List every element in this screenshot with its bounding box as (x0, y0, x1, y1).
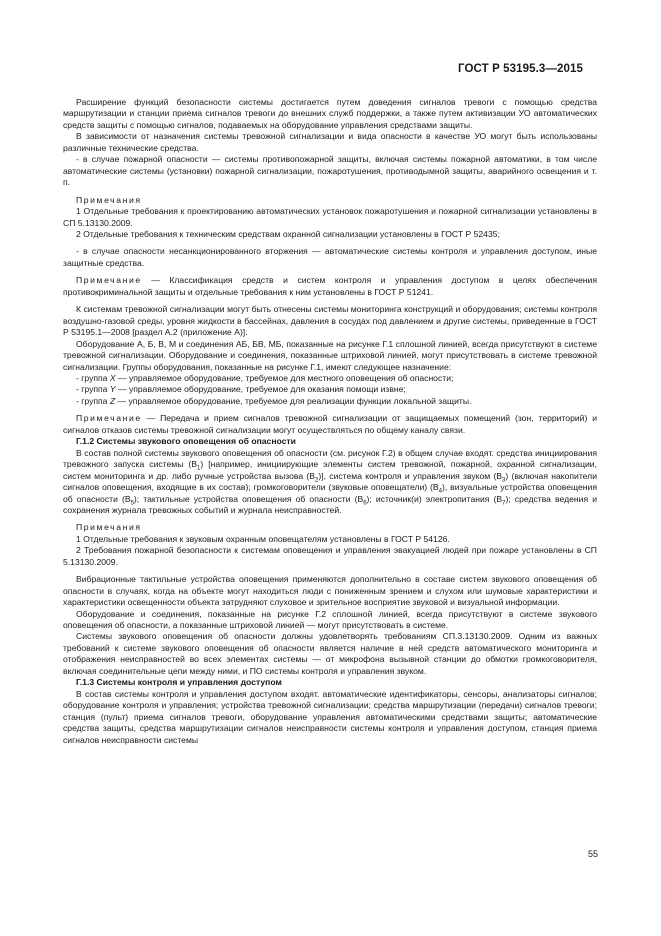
note-label: Примечание (76, 413, 142, 424)
notes-title: Примечания (76, 194, 142, 205)
paragraph: В состав полной системы звукового оповещения об опасности (см. рисунок Г.2) в общем случае входят. средства инициирования тревожного запуска системы $(В_1)$ [например, инициирующие элементы систем тревожной, пожарной, охранной сигнализации, систем мониторинга и др. либо ручные устройства вызова $(В_2)$], система контроля и управления звуком $(В_3)$ (включая накопители сигналов оповещения, входящие в их состав); громкоговорители (звуковые оповещатели) $(В_4)$, визуальные устройства оповещения об опасности $(В_5)$; тактильные устройства оповещения об опасности $(В_6)$; источник(и) электропитания $(В_7)$; средства ведения и сохранения журнала тревожных событий и журнала неисправностей. (63, 447, 598, 515)
paragraph: В зависимости от назначения системы тревожной сигнализации и вида опасности в качестве УО могут быть использованы различные технические средства. (63, 131, 597, 153)
paragraph: - в случае опасности несанкционированного вторжения — автоматические системы контроля и управления доступом, иные защитные средства. (63, 246, 597, 268)
paragraph: - в случае пожарной опасности — системы противопожарной защиты, включая системы пожарной автоматики, в том числе автоматические системы (установки) пожарной сигнализации, пожаротушения, противодымной защиты, аварийного освещения и т. п. (63, 154, 597, 188)
paragraph: Расширение функций безопасности системы достигается путем доведения сигналов тревоги с помощью средства маршрутизации и станции приема сигналов тревоги до внешних служб поддержки, а также путем активизации УО автоматических средств защиты с помощью сигналов, подаваемых на оборудование управления средствами защиты. (63, 97, 597, 130)
section-heading: Г.1.2 Системы звукового оповещения об опасности (76, 436, 296, 447)
section-heading: Г.1.3 Системы контроля и управления доступом (76, 677, 282, 688)
note-item: 2 Отдельные требования к техническим средствам охранной сигнализации установлены в ГОСТ Р 52435; (76, 228, 500, 239)
list-item: - группа X — управляемое оборудование, требуемое для местного оповещения об опасности; (76, 372, 454, 383)
note (63, 275, 597, 298)
note-item: 2 Требования пожарной безопасности к системам оповещения и управления эвакуацией людей при пожаре установлены в СП 5.13130.2009. (63, 545, 597, 567)
paragraph: Оборудование и соединения, показанные на рисунке Г.2 сплошной линией, всегда присутствуют в системе звукового оповещения об опасности, а показанные штриховой линией — могут присутствовать в системе. (63, 608, 597, 631)
note (63, 413, 597, 436)
paragraph: К системам тревожной сигнализации могут быть отнесены системы мониторинга конструкций и оборудования; системы контроля воздушно-газовой среды, уровня жидкости в бассейнах, давления в сосудах под давлением и другие системы, приведенные в ГОСТ Р 53195.1—2008 [раздел А.2 (приложение А)]. (63, 304, 597, 338)
paragraph: Системы звукового оповещения об опасности должны удовлетворять требованиям СП.3.13130.2009. Одним из важных требований к системе звукового оповещения об опасности является наличие в ней средств автоматического мониторинга и отображения неисправностей во всех элементах системы — от микрофона вызывной станции до обмотки громкоговорителя, включая соединительные цепи между ними, и ПО системы контроля и управления звуком. (63, 631, 597, 676)
page-number: 55 (587, 849, 598, 859)
document-header: ГОСТ Р 53195.3—2015 (458, 63, 583, 75)
paragraph: Вибрационные тактильные устройства оповещения применяются дополнительно в составе систем звукового оповещения об опасности в случаях, когда на объекте могут находиться люди с пониженным зрением и слухом или шумовые характеристики и характеристики освещенности объекта затрудняют слуховое и зрительное восприятие звуковой и визуальной информации. (63, 574, 597, 608)
note-item: 1 Отдельные требования к звуковым охранным оповещателям установлены в ГОСТ Р 54126. (76, 533, 450, 544)
note-item: 1 Отдельные требования к проектированию автоматических установок пожаротушения и пожарной сигнализации установлены в СП 5.13130.2009. (63, 206, 597, 228)
note-text: — Передача и прием сигналов тревожной сигнализации от защищаемых помещений (зон, территорий) и сигналов отказов системы тревожной сигнализации могут осуществляться по общему каналу связи. (63, 413, 597, 435)
list-item: - группа Z — управляемое оборудование, требуемое для реализации функции локальной защиты. (76, 395, 472, 406)
paragraph: Оборудование А, Б, В, М и соединения АБ, БВ, МБ, показанные на рисунке Г.1 сплошной линией, всегда присутствуют в системе тревожной сигнализации. Оборудование и соединения, показанные штриховой линией, могут присутствовать в системе тревожной сигнализации. Группы оборудования, показанные на рисунке Г.1, имеют следующее назначение: (63, 338, 597, 372)
note-text: — Классификация средств и систем контроля и управления доступом в целях обеспечения противокриминальной защиты и отдельные требования к ним установлены в ГОСТ Р 51241. (63, 275, 597, 297)
document-body (63, 97, 597, 746)
notes-title: Примечания (76, 522, 142, 533)
list-item: - группа Y — управляемое оборудование, требуемое для оказания помощи извне; (76, 384, 406, 395)
paragraph: В состав системы контроля и управления доступом входят. автоматические идентификаторы, сенсоры, анализаторы сигналов; оборудование контроля и управления; устройства тревожной сигнализации; средства маршрутизации (передачи) сигналов тревоги; станция (пульт) приема сигналов тревоги, оборудование управления автоматическими средствами защиты; автоматические средства защиты, средства маршрутизации сигналов неисправности системы контроля и управления доступом, станция приема сигналов неисправности системы (63, 688, 597, 745)
note-label: Примечание (76, 275, 142, 286)
